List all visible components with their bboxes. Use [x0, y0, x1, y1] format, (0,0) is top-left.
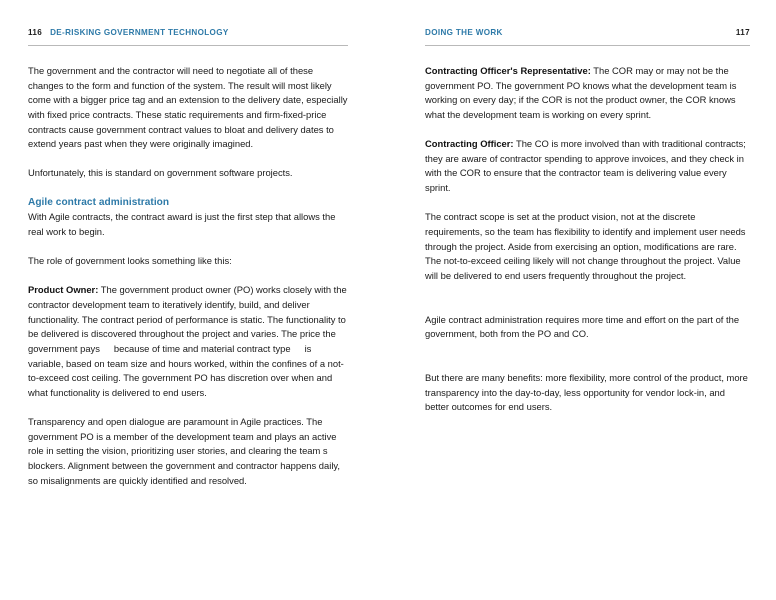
paragraph-contracting-officers-representative — [425, 64, 750, 123]
paragraph-standard-on-projects: Unfortunately, this is standard on government software projects. — [28, 167, 293, 179]
term-product-owner: Product Owner: — [28, 284, 99, 296]
running-head-right — [425, 28, 750, 41]
product-owner-text-part-3: is variable, based on team size and hours worked, within the confines of a not-to-exceed cost ceiling. The government PO has discretion over when and what functionality is delivered to end users. — [28, 342, 344, 398]
paragraph-transparency-open-dialogue: Transparency and open dialogue are paramount in Agile practices. The government PO is a member of the development team and plays an active role in setting the vision, prioritizing user stories, and clearing the team s blockers. Alignment between the government and contractor happens daily, so misalignments are quickly identified and resolved. — [28, 415, 340, 486]
page-right — [388, 0, 776, 600]
paragraph-negotiate-changes: The government and the contractor will need to negotiate all of these changes to the form and function of the system. The result will most likely come with a bigger price tag and an extension to the delivery date, especially with fixed price contracts. These static requirements and firm-fixed-price contracts cause government contract values to bloat and delivery dates to extend years past when they were originally imagined. — [28, 65, 348, 150]
paragraph-requires-more-time: Agile contract administration requires more time and effort on the part of the government, both from the PO and CO. — [425, 313, 740, 340]
paragraph-many-benefits: But there are many benefits: more flexibility, more control of the product, more transparency into the day-to-day, less opportunity for vendor lock-in, and better outcomes for end users. — [425, 371, 748, 413]
header-rule-left — [28, 45, 348, 46]
paragraph-contracting-officer — [425, 137, 750, 196]
paragraph-contract-scope: The contract scope is set at the product vision, not at the discrete requirements, so the team has flexibility to identify and implement user needs through the project. Aside from exercising an option, modifications are rare. The not-to-exceed ceiling likely will not change throughout the project. Value will be delivered to end users frequently throughout the project. — [425, 211, 746, 281]
header-rule-right — [425, 45, 750, 46]
term-contracting-officers-representative: Contracting Officer's Representative: — [425, 65, 591, 76]
body-text-right — [425, 64, 750, 415]
cor-description: The COR may or may not be the government PO. The government PO knows what the development team is working on every day; if the COR is not the product owner, the COR knows what the development team is working on every sprint. — [425, 65, 737, 120]
book-title-running-head: DE-RISKING GOVERNMENT TECHNOLOGY — [50, 28, 229, 37]
product-owner-text-part-2: because of time and material contract type — [113, 342, 291, 354]
chapter-title-running-head: DOING THE WORK — [425, 28, 503, 37]
paragraph-role-of-government: The role of government looks something like this: — [28, 255, 232, 267]
product-owner-text-part-1: The government product owner (PO) works closely with the contractor development team to iteratively identify, build, and deliver functionality. The contract period of performance is static. The functionality to be delivered is discovered throughout the project and varies. The price the government pays — [28, 284, 347, 354]
paragraph-product-owner — [28, 283, 348, 400]
paragraph-contract-award-first-step: With Agile contracts, the contract award is just the first step that allows the real work to begin. — [28, 211, 336, 237]
running-head-left — [28, 28, 348, 41]
co-description: The CO is more involved than with traditional contracts; they are aware of contractor spending to approve invoices, and they check in with the COR to ensure that the contractor team is delivering value every sprint. — [425, 138, 746, 194]
page-number-left: 116 — [28, 28, 43, 37]
term-contracting-officer: Contracting Officer: — [425, 138, 514, 150]
section-heading-agile-contract-administration: Agile contract administration — [28, 196, 170, 208]
body-text-left — [28, 64, 348, 488]
page-number-right: 117 — [735, 28, 750, 37]
